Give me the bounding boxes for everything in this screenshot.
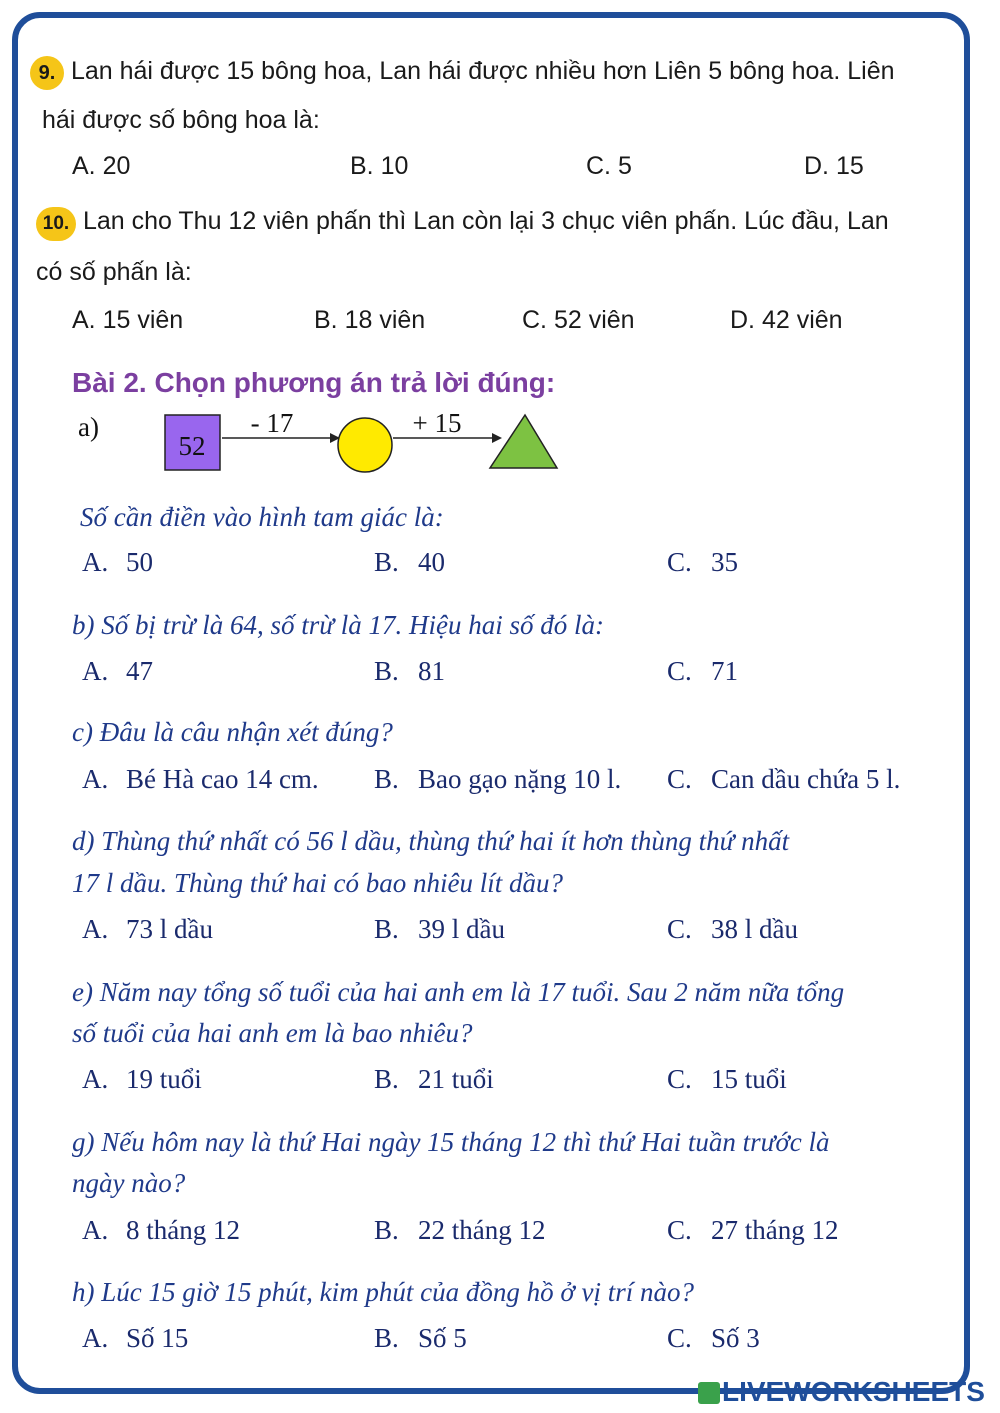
option-letter: C. [667, 656, 692, 686]
option-c-a[interactable] [82, 764, 319, 795]
q10-option-b[interactable]: B. 18 viên [314, 306, 426, 334]
question-a-text-line1: Số cần điền vào hình tam giác là: [80, 502, 444, 532]
liveworksheets-logo-icon [698, 1382, 720, 1404]
option-e-c[interactable] [667, 1064, 787, 1095]
result-triangle [490, 415, 557, 468]
question-e-text-line2: số tuổi của hai anh em là bao nhiêu? [72, 1018, 473, 1048]
q9-option-b[interactable]: B. 10 [350, 152, 409, 180]
option-text: 35 [711, 547, 738, 577]
option-letter: B. [374, 547, 399, 577]
option-letter: B. [374, 1064, 399, 1094]
middle-circle [338, 418, 392, 472]
q9-option-a[interactable]: A. 20 [72, 152, 131, 180]
option-h-b[interactable] [374, 1323, 467, 1354]
option-letter: B. [374, 656, 399, 686]
option-text: 38 l dầu [711, 914, 798, 944]
option-a-c[interactable] [667, 547, 738, 578]
flow-diagram [160, 405, 570, 480]
option-letter: C. [667, 1323, 692, 1353]
option-text: 40 [418, 547, 445, 577]
question-9-text: Lan hái được 15 bông hoa, Lan hái được nhiều hơn Liên 5 bông hoa. Liên [70, 57, 895, 85]
option-text: 15 tuổi [711, 1064, 787, 1094]
option-b-b[interactable] [374, 656, 445, 687]
question-9-line1 [30, 56, 895, 90]
option-d-b[interactable] [374, 914, 505, 945]
option-a-a[interactable] [82, 547, 153, 578]
option-c-c[interactable] [667, 764, 900, 795]
option-text: 73 l dầu [126, 914, 213, 944]
question-b-text-line1: b) Số bị trừ là 64, số trừ là 17. Hiệu hai số đó là: [72, 610, 604, 640]
question-10-text: Lan cho Thu 12 viên phấn thì Lan còn lại 3 chục viên phấn. Lúc đầu, Lan [82, 207, 889, 235]
option-b-a[interactable] [82, 656, 153, 687]
option-letter: B. [374, 1323, 399, 1353]
option-e-b[interactable] [374, 1064, 494, 1095]
option-letter: C. [667, 1064, 692, 1094]
option-b-c[interactable] [667, 656, 738, 687]
watermark [698, 1376, 985, 1408]
option-d-c[interactable] [667, 914, 798, 945]
option-g-a[interactable] [82, 1215, 240, 1246]
question-9-line2: hái được số bông hoa là: [42, 106, 320, 134]
question-10-badge: 10. [36, 207, 76, 241]
option-g-c[interactable] [667, 1215, 839, 1246]
option-letter: A. [82, 764, 109, 794]
operation-plus: + 15 [412, 408, 462, 438]
option-g-b[interactable] [374, 1215, 546, 1246]
question-g-text-line1: g) Nếu hôm nay là thứ Hai ngày 15 tháng 12 thì thứ Hai tuần trước là [72, 1127, 830, 1157]
q9-option-d[interactable]: D. 15 [804, 152, 864, 180]
question-h-text-line1: h) Lúc 15 giờ 15 phút, kim phút của đồng hồ ở vị trí nào? [72, 1277, 695, 1307]
question-10-line1 [36, 207, 889, 241]
option-text: 19 tuổi [126, 1064, 202, 1094]
option-letter: C. [667, 914, 692, 944]
option-text: Số 15 [126, 1323, 189, 1353]
option-d-a[interactable] [82, 914, 213, 945]
option-letter: A. [82, 914, 109, 944]
operation-minus: - 17 [250, 408, 294, 438]
option-text: 39 l dầu [418, 914, 505, 944]
question-10-line2: có số phấn là: [36, 258, 192, 286]
option-letter: B. [374, 914, 399, 944]
question-g-text-line2: ngày nào? [72, 1168, 186, 1198]
option-text: 27 tháng 12 [711, 1215, 839, 1245]
q9-option-c[interactable]: C. 5 [586, 152, 632, 180]
question-9-badge: 9. [30, 56, 64, 90]
option-text: 22 tháng 12 [418, 1215, 546, 1245]
watermark-brand: LIVEWORKSHEETS [722, 1376, 985, 1407]
q10-option-a[interactable]: A. 15 viên [72, 306, 184, 334]
option-a-b[interactable] [374, 547, 445, 578]
option-h-c[interactable] [667, 1323, 760, 1354]
option-letter: A. [82, 1323, 109, 1353]
question-c-text-line1: c) Đâu là câu nhận xét đúng? [72, 717, 393, 747]
question-d-text-line1: d) Thùng thứ nhất có 56 l dầu, thùng thứ hai ít hơn thùng thứ nhất [72, 826, 790, 856]
q10-option-c[interactable]: C. 52 viên [522, 306, 635, 334]
arrow-2-head [492, 433, 502, 443]
option-text: Số 3 [711, 1323, 760, 1353]
option-h-a[interactable] [82, 1323, 188, 1354]
start-value: 52 [178, 431, 206, 461]
option-letter: C. [667, 1215, 692, 1245]
option-text: 81 [418, 656, 445, 686]
option-text: Bé Hà cao 14 cm. [126, 764, 319, 794]
option-letter: C. [667, 764, 692, 794]
option-letter: C. [667, 547, 692, 577]
option-text: Can dầu chứa 5 l. [711, 764, 901, 794]
option-letter: B. [374, 764, 399, 794]
question-e-text-line1: e) Năm nay tổng số tuổi của hai anh em là 17 tuổi. Sau 2 năm nữa tổng [72, 977, 845, 1007]
option-text: 47 [126, 656, 153, 686]
option-letter: A. [82, 1215, 109, 1245]
option-text: Số 5 [418, 1323, 467, 1353]
section-title: Bài 2. Chọn phương án trả lời đúng: [72, 367, 556, 398]
option-letter: B. [374, 1215, 399, 1245]
option-text: 8 tháng 12 [126, 1215, 240, 1245]
option-letter: A. [82, 1064, 109, 1094]
question-d-text-line2: 17 l dầu. Thùng thứ hai có bao nhiêu lít dầu? [72, 868, 563, 898]
part-a-label: a) [78, 412, 99, 442]
option-text: 21 tuổi [418, 1064, 494, 1094]
option-letter: A. [82, 656, 109, 686]
option-letter: A. [82, 547, 109, 577]
option-text: 50 [126, 547, 153, 577]
option-e-a[interactable] [82, 1064, 202, 1095]
option-c-b[interactable] [374, 764, 621, 795]
q10-option-d[interactable]: D. 42 viên [730, 306, 843, 334]
option-text: Bao gạo nặng 10 l. [418, 764, 622, 794]
option-text: 71 [711, 656, 738, 686]
